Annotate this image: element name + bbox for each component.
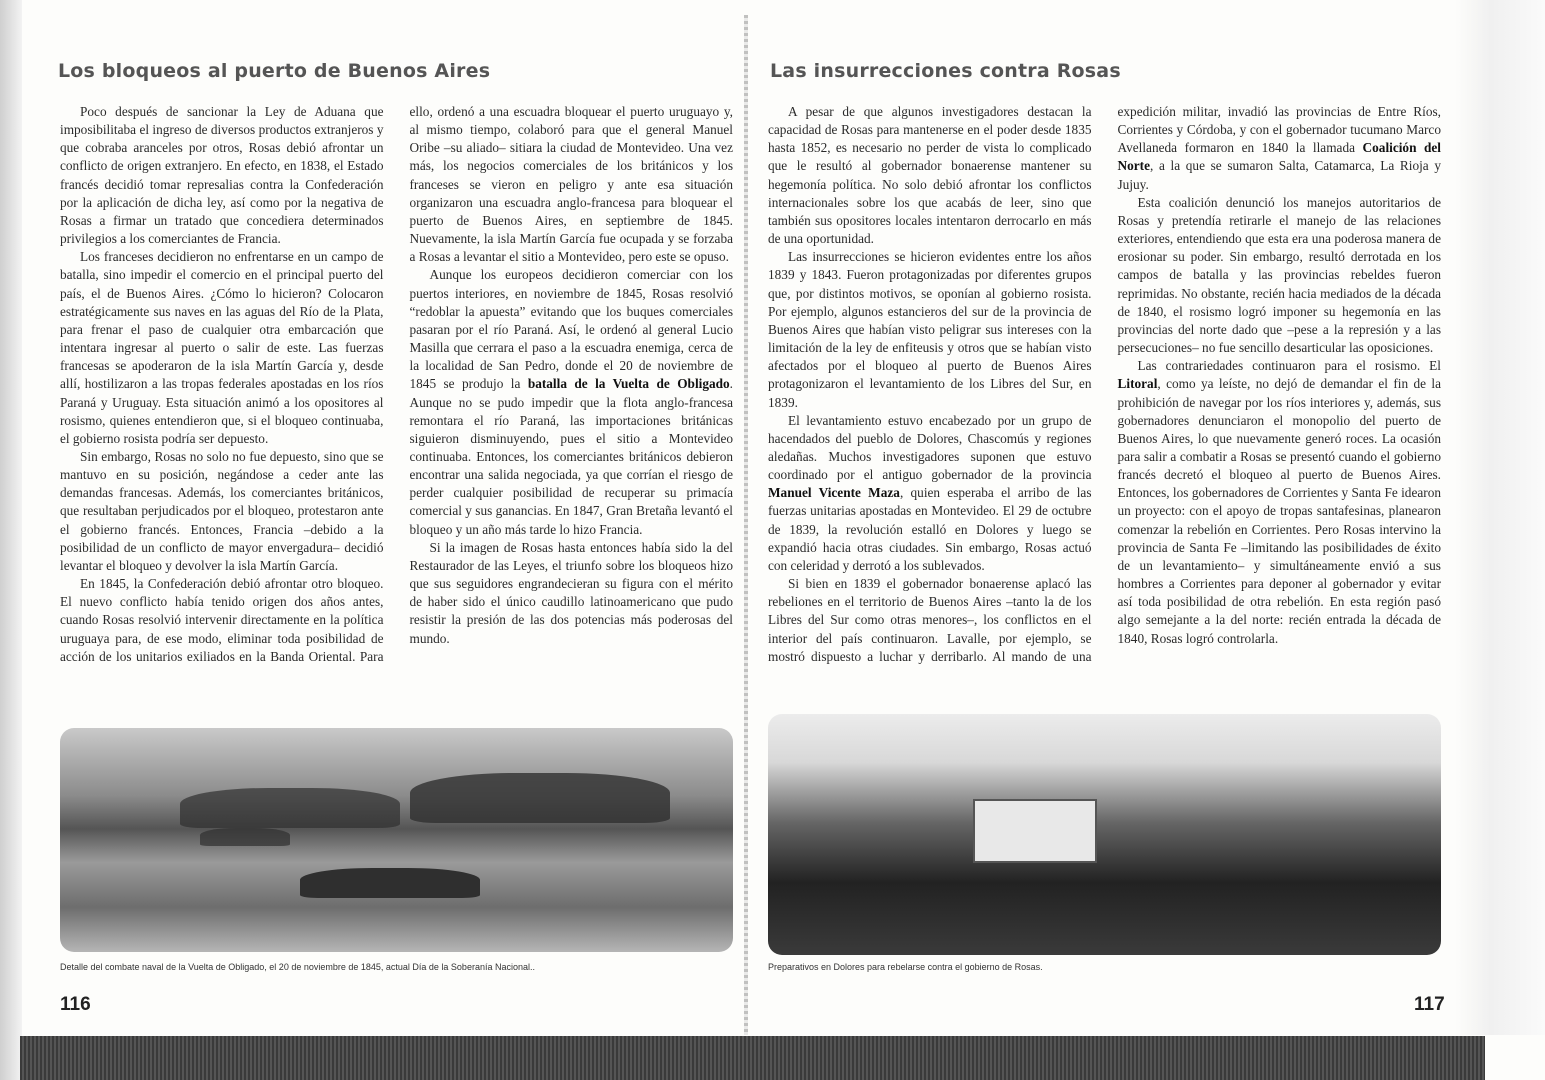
page-edge <box>0 0 22 1080</box>
left-page-body <box>60 103 733 666</box>
text-run: Las contrariedades continuaron para el rosismo. El <box>1137 358 1441 374</box>
left-page-title: Los bloqueos al puerto de Buenos Aires <box>58 60 491 82</box>
text-run: Aunque los europeos decidieron comerciar con los puertos interiores, en noviembre de 1845, Rosas resolvió “redoblar la apuesta” evitando que los buques comerciales pasaran por el río Paraná. Así, le ordenó al general Lucio Masilla que cerrara el paso a la escuadra enemiga, cerca de la localidad de San Pedro, donde el 20 de noviembre de 1845 se produjo la <box>409 267 733 392</box>
text-run: , a la que se sumaron Salta, Catamarca, La Rioja y Jujuy. <box>1117 158 1441 192</box>
paragraph <box>768 103 1092 248</box>
text-run: Esta coalición denunció los manejos autoritarios de Rosas y pretendía retirarle el manejo de las relaciones exteriores, entendiendo que esta era una poderosa manera de erosionar su poder. Sin embargo, resultó derrotada en los campos de batalla y las provincias rebeldes fueron reprimidas. No obstante, recién hacia mediados de la década de 1840, el rosismo logró imponer su hegemonía en las provincias del norte dado que –pese a la represión y a las persecuciones– no fue sencillo desarticular las oposiciones. <box>1117 194 1441 356</box>
paragraph <box>768 248 1092 411</box>
bold-term: Litoral <box>1117 376 1158 392</box>
text-run: , como ya leíste, no dejó de demandar el fin de la prohibición de navegar por los ríos interiores y, además, sus gobernadores denunciaron el monopolio del puerto de Buenos Aires, lo que nuevamente generó roces. La ocasión para salir a combatir a Rosas se presentó cuando el gobierno francés decretó el bloqueo al puerto de Buenos Aires. Entonces, los gobernadores de Corrientes y Santa Fe idearon un proyecto: con el apoyo de tropas santafesinas, planearon comenzar la rebelión en Corrientes. Pero Rosas intervino la provincia de Santa Fe –limitando las posibilidades de éxito de un levantamiento– y simultáneamente envió a sus hombres a Corrientes para deponer al gobernador y evitar así toda posibilidad de otra rebelión. En esta región pasó algo semejante a la del norte: recién entrada la década de 1840, Rosas logró controlarla. <box>1117 376 1441 646</box>
right-page-body <box>768 103 1441 666</box>
bold-term: Coalición del Norte <box>1117 140 1441 174</box>
bold-term: Manuel Vicente Maza <box>768 485 900 501</box>
left-image-caption: Detalle del combate naval de la Vuelta de Obligado, el 20 de noviembre de 1845, actual Día de la Soberanía Nacional.. <box>60 962 535 972</box>
bold-term: batalla de la Vuelta de Obligado <box>527 376 730 392</box>
text-run: Poco después de sancionar la Ley de Aduana que imposibilitaba el ingreso de diversos productos extranjeros y que cobraba aranceles por otros, Rosas debió afrontar un conflicto de origen extranjero. En efecto, en 1838, el Estado francés decidió tomar represalias contra la Confederación por la aplicación de dicha ley, así como por la negativa de Rosas a firmar un tratado que concediera determinados privilegios a los comerciantes de Francia. <box>60 104 384 247</box>
text-run: , quien esperaba el arribo de las fuerzas unitarias apostadas en Montevideo. El 29 de octubre de 1839, la revolución estalló en Dolores y luego se expandió hacia otras ciudades. Sin embargo, Rosas actuó con celeridad y derrotó a los sublevados. <box>768 485 1092 573</box>
text-run: Si la imagen de Rosas hasta entonces había sido la del Restaurador de las Leyes, el triunfo sobre los bloqueos hizo que sus seguidores engrandecieran su figura con el mérito de haber sido el único caudillo latinoamericano que pudo resistir la presión de las dos potencias más poderosas del mundo. <box>409 539 733 646</box>
text-run: . Aunque no se pudo impedir que la flota anglo-francesa remontara el río Paraná, las importaciones británicas siguieron disminuyendo, pues el sitio a Montevideo continuaba. Entonces, los comerciantes británicos debieron encontrar una salida negociada, ya que corrían el riesgo de perder cualquier posibilidad de recuperar su primacía comercial y sus ganancias. En 1847, Gran Bretaña levantó el bloqueo y un año más tarde lo hizo Francia. <box>409 376 733 537</box>
paragraph <box>60 248 384 448</box>
text-run: Si bien en 1839 el gobernador bonaerense aplacó las rebeliones en el territorio de Buenos Aires –tanto la de los Libres del Sur como otras menores–, los conflictos en el interior del país continuaron. Lavalle, por ejemplo, se mostró dispuesto a luchar y derribarlo. Al mando de una expedición militar, invadió las provincias de Entre Ríos, Corrientes y Córdoba, y con el gobernador tucumano Marco Avellaneda formaron en 1840 la llamada <box>768 104 1441 664</box>
book-gutter <box>744 15 748 1035</box>
text-run: El levantamiento estuvo encabezado por un grupo de hacendados del pueblo de Dolores, Chascomús y regiones aledañas. Muchos investigadores suponen que estuvo coordinado por el antiguo gobernador de la provincia <box>768 412 1092 483</box>
text-run: A pesar de que algunos investigadores destacan la capacidad de Rosas para mantenerse en el poder desde 1835 hasta 1852, es necesario no perder de vista lo complicado que le resultó al gobernador bonaerense mantener su hegemonía política. No solo debió afrontar los conflictos internacionales sobre los que acabás de leer, sino que también sus opositores locales intentaron derrocarlo en más de una oportunidad. <box>768 104 1092 247</box>
text-run: Las insurrecciones se hicieron evidentes entre los años 1839 y 1843. Fueron protagonizadas por diferentes grupos que, por distintos motivos, se oponían al gobierno rosista. Por ejemplo, algunos estancieros del sur de la provincia de Buenos Aires que habían visto peligrar sus intereses con la limitación de la ley de enfiteusis y otros que se habían visto afectados por el bloqueo al puerto de Buenos Aires protagonizaron el levantamiento de los Libres del Sur, en 1839. <box>768 249 1092 410</box>
right-image-caption: Preparativos en Dolores para rebelarse contra el gobierno de Rosas. <box>768 962 1043 972</box>
page-number-right: 117 <box>1414 994 1445 1015</box>
paragraph <box>410 266 734 538</box>
scanner-edge-band <box>20 1036 1485 1080</box>
page-edge <box>1455 0 1545 1035</box>
text-run: En 1845, la Confederación debió afrontar otro bloqueo. El nuevo conflicto había tenido origen dos años antes, cuando Rosas resolvió intervenir directamente en la política uruguaya para, de ese modo, eliminar toda posibilidad de acción de los unitarios exiliados en la Banda Oriental. Para ello, ordenó a una escuadra bloquear el puerto uruguayo y, al mismo tiempo, colaboró para que el general Manuel Oribe –su aliado– sitiara la ciudad de Montevideo. Una vez más, los negocios comerciales de los británicos y los franceses se vieron en peligro y ante esa situación organizaron una escuadra anglo-francesa para bloquear el puerto de Buenos Aires, en septiembre de 1845. Nuevamente, la isla Martín García fue ocupada y se forzaba a Rosas a levantar el sitio a Montevideo, pero este se opuso. <box>60 104 733 664</box>
naval-battle-illustration <box>60 728 733 952</box>
paragraph <box>60 103 384 248</box>
dolores-uprising-illustration <box>768 714 1441 955</box>
paragraph <box>60 448 384 575</box>
paragraph <box>1118 194 1442 357</box>
paragraph <box>410 539 734 648</box>
text-run: Sin embargo, Rosas no solo no fue depuesto, sino que se mantuvo en su posición, negándose a ceder ante las demandas francesas. Además, los comerciantes británicos, que resultaban perjudicados por el bloqueo, protestaron ante el gobierno francés. Entonces, Francia –debido a la posibilidad de un conflicto de mayor envergadura– decidió levantar el bloqueo y devolver la isla Martín García. <box>60 448 384 573</box>
paragraph <box>1118 357 1442 648</box>
text-run: Los franceses decidieron no enfrentarse en un campo de batalla, sino impedir el comercio en el principal puerto del país, el de Buenos Aires. ¿Cómo lo hicieron? Colocaron estratégicamente sus naves en las aguas del Río de la Plata, para frenar el paso de cualquier otra embarcación que intentara ingresar al puerto o salir de este. Las fuerzas francesas se apoderaron de la isla Martín García y, desde allí, hostilizaron a las tropas federales apostadas en los ríos Paraná y Uruguay. Esta situación animó a los opositores al rosismo, quienes entendieron que, si el bloqueo continuaba, el gobierno rosista podría ser depuesto. <box>60 249 384 446</box>
paragraph <box>768 412 1092 575</box>
right-page-title: Las insurrecciones contra Rosas <box>770 60 1121 82</box>
page-number-left: 116 <box>60 994 91 1015</box>
